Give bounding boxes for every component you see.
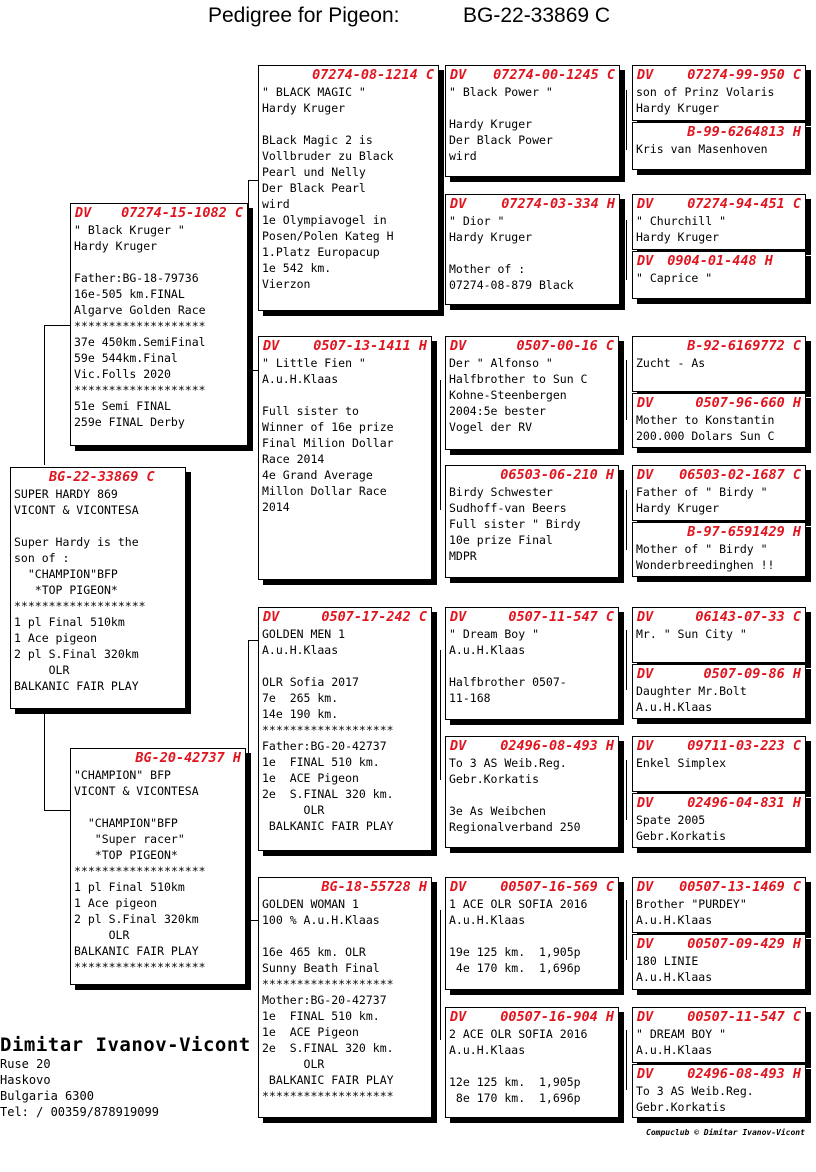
pigeon-card-g6[interactable] xyxy=(632,393,806,448)
pigeon-card-mother[interactable] xyxy=(70,748,246,985)
owner-name: Dimitar Ivanov-Vicont xyxy=(0,1034,251,1056)
pigeon-card-fmm[interactable] xyxy=(445,465,619,578)
connector-line xyxy=(248,180,249,370)
dv-label: DV xyxy=(637,395,654,411)
ring-number: 00507-09-429 H xyxy=(687,936,801,952)
connector-line xyxy=(440,115,441,245)
dv-label: DV xyxy=(637,253,654,269)
owner-phone: Tel: / 00359/878919099 xyxy=(0,1105,159,1119)
connector-line xyxy=(626,360,627,420)
pigeon-card-father[interactable] xyxy=(70,203,248,446)
ring-number: 09711-03-223 C xyxy=(687,738,801,754)
pigeon-info: Brother "PURDEY" A.u.H.Klaas xyxy=(636,897,747,927)
ring-number: 00507-16-569 C xyxy=(500,879,614,895)
pigeon-card-g12[interactable] xyxy=(632,793,806,848)
dv-label: DV xyxy=(637,1066,654,1082)
pigeon-info: Daughter Mr.Bolt A.u.H.Klaas xyxy=(636,684,747,714)
pigeon-info: 1 ACE OLR SOFIA 2016 A.u.H.Klaas 19e 125 km. 1,905p 4e 170 km. 1,696p xyxy=(449,897,588,975)
ring-number: 00507-11-547 C xyxy=(687,1009,801,1025)
ring-number: BG-22-33869 C xyxy=(49,469,155,485)
connector-line xyxy=(626,490,627,550)
pigeon-info: SUPER HARDY 869 VICONT & VICONTESA Super Hardy is the son of : "CHAMPION"BFP *TOP PIGEON* ******************* 1 pl Final 510km 1 Ace pigeon 2 pl S.Final 320km OLR BALKANIC FAIR PLAY xyxy=(14,487,146,693)
connector-line xyxy=(440,910,441,1040)
pigeon-info: Zucht - As xyxy=(636,356,706,370)
title-label: Pedigree for Pigeon: xyxy=(208,4,400,27)
ring-number: 0507-13-1411 H xyxy=(313,338,427,354)
pigeon-card-g13[interactable] xyxy=(632,877,806,933)
connector-line xyxy=(626,90,627,150)
dv-label: DV xyxy=(637,196,654,212)
pigeon-info: To 3 AS Weib.Reg. Gebr.Korkatis 3e As Weibchen Regionalverband 250 xyxy=(449,756,581,834)
connector-line xyxy=(44,325,72,326)
dv-label: DV xyxy=(637,666,654,682)
pigeon-card-mmm[interactable] xyxy=(445,1007,619,1118)
owner-info xyxy=(0,1034,251,1120)
owner-street: Ruse 20 xyxy=(0,1057,51,1071)
dv-label: DV xyxy=(637,738,654,754)
software-credit: Compuclub © Dimitar Ivanov-Vicont xyxy=(646,1128,805,1137)
pigeon-info: Mr. " Sun City " xyxy=(636,627,747,641)
pigeon-card-g7[interactable] xyxy=(632,465,806,521)
dv-label: DV xyxy=(450,738,467,754)
dv-label: DV xyxy=(450,1009,467,1025)
ring-number: 02496-04-831 H xyxy=(687,795,801,811)
pigeon-card-g4[interactable] xyxy=(632,251,806,299)
pigeon-info: Enkel Simplex xyxy=(636,756,727,770)
connector-line xyxy=(248,640,249,920)
title-ring: BG-22-33869 C xyxy=(463,4,611,27)
pigeon-card-g3[interactable] xyxy=(632,194,806,250)
dv-label: DV xyxy=(263,338,280,354)
connector-line xyxy=(626,760,627,820)
ring-number: 06143-07-33 C xyxy=(695,609,801,625)
ring-number: 07274-03-334 H xyxy=(501,196,615,212)
pigeon-info: GOLDEN MEN 1 A.u.H.Klaas OLR Sofia 2017 7e 265 km. 14e 190 km. ******************* Father:BG-20-42737 1e FINAL 510 km. 1e ACE Pigeon 2e S.FINAL 320 km. OLR BALKANIC FAIR PLAY xyxy=(262,627,394,833)
dv-label: DV xyxy=(450,67,467,83)
pigeon-info: " Dior " Hardy Kruger Mother of : 07274-08-879 Black xyxy=(449,214,574,292)
pigeon-card-g8[interactable] xyxy=(632,522,806,577)
pigeon-card-mff[interactable] xyxy=(445,607,619,720)
ring-number: 0904-01-448 H xyxy=(667,253,773,269)
pigeon-card-mmf[interactable] xyxy=(445,877,619,990)
dv-label: DV xyxy=(637,879,654,895)
pigeon-card-g10[interactable] xyxy=(632,664,806,719)
dv-label: DV xyxy=(637,609,654,625)
pigeon-info: " Black Kruger " Hardy Kruger Father:BG-18-79736 16e-505 km.FINAL Algarve Golden Race ******************* 37e 450km.SemiFinal 59e 544km.Final Vic.Folls 2020 ******************* 51e Semi FINAL 259e FINAL Derby xyxy=(74,223,206,429)
ring-number: 02496-08-493 H xyxy=(500,738,614,754)
pigeon-card-g2[interactable] xyxy=(632,122,806,170)
ring-number: 06503-06-210 H xyxy=(500,467,614,483)
pigeon-card-g9[interactable] xyxy=(632,607,806,663)
owner-city: Haskovo xyxy=(0,1073,51,1087)
pigeon-info: GOLDEN WOMAN 1 100 % A.u.H.Klaas 16e 465 km. OLR Sunny Beath Final ******************* Mother:BG-20-42737 1e FINAL 510 km. 1e ACE Pigeon 2e S.FINAL 320 km. OLR BALKANIC FAIR PLAY ******************* xyxy=(262,897,394,1103)
ring-number: 0507-11-547 C xyxy=(508,609,614,625)
pigeon-card-g15[interactable] xyxy=(632,1007,806,1063)
ring-number: BG-18-55728 H xyxy=(321,879,427,895)
dv-label: DV xyxy=(450,609,467,625)
pigeon-card-g14[interactable] xyxy=(632,934,806,990)
ring-number: B-97-6591429 H xyxy=(687,524,801,540)
dv-label: DV xyxy=(637,67,654,83)
pigeon-info: " Dream Boy " A.u.H.Klaas Halfbrother 0507- 11-168 xyxy=(449,627,567,705)
dv-label: DV xyxy=(450,338,467,354)
pigeon-card-ff[interactable] xyxy=(258,65,439,311)
ring-number: 02496-08-493 H xyxy=(687,1066,801,1082)
dv-label: DV xyxy=(637,936,654,952)
pigeon-info: Mother of " Birdy " Wonderbreedinghen !! xyxy=(636,542,775,572)
dv-label: DV xyxy=(75,205,92,221)
connector-line xyxy=(626,900,627,960)
pigeon-info: 2 ACE OLR SOFIA 2016 A.u.H.Klaas 12e 125 km. 1,905p 8e 170 km. 1,696p xyxy=(449,1027,588,1105)
pigeon-info: Spate 2005 Gebr.Korkatis xyxy=(636,813,727,843)
ring-number: 0507-09-86 H xyxy=(703,666,801,682)
pigeon-info: "CHAMPION" BFP VICONT & VICONTESA "CHAMPION"BFP "Super racer" *TOP PIGEON* ******************* 1 pl Final 510km 1 Ace pigeon 2 pl S.Final 320km OLR BALKANIC FAIR PLAY ******************* xyxy=(74,768,206,974)
ring-number: 00507-13-1469 C xyxy=(679,879,801,895)
pigeon-info: Der " Alfonso " Halfbrother to Sun C Kohne-Steenbergen 2004:5e bester Vogel der RV xyxy=(449,356,588,434)
pigeon-info: To 3 AS Weib.Reg. Gebr.Korkatis xyxy=(636,1084,754,1114)
pigeon-card-mfm[interactable] xyxy=(445,736,619,848)
pigeon-card-g1[interactable] xyxy=(632,65,806,121)
dv-label: DV xyxy=(450,879,467,895)
ring-number: 06503-02-1687 C xyxy=(679,467,801,483)
pigeon-info: Father of " Birdy " Hardy Kruger xyxy=(636,485,768,515)
ring-number: 00507-16-904 H xyxy=(500,1009,614,1025)
pigeon-info: Mother to Konstantin 200.000 Dolars Sun C xyxy=(636,413,775,443)
pigeon-card-g11[interactable] xyxy=(632,736,806,792)
pigeon-info: " Caprice " xyxy=(636,271,713,285)
connector-line xyxy=(44,325,45,465)
pigeon-card-mm[interactable] xyxy=(258,877,432,1118)
pigeon-info: " Black Power " Hardy Kruger Der Black Power wird xyxy=(449,85,553,163)
ring-number: 0507-00-16 C xyxy=(516,338,614,354)
connector-line xyxy=(248,920,258,921)
connector-line xyxy=(440,380,441,510)
ring-number: 07274-15-1082 C xyxy=(121,205,243,221)
pigeon-info: " Little Fien " A.u.H.Klaas Full sister to Winner of 16e prize Final Milion Dollar Race 2014 4e Grand Average Millon Dollar Race 2014 xyxy=(262,356,394,514)
connector-line xyxy=(44,710,45,810)
dv-label: DV xyxy=(263,609,280,625)
connector-line xyxy=(626,630,627,690)
pigeon-info: " DREAM BOY " A.u.H.Klaas xyxy=(636,1027,727,1057)
pigeon-info: 180 LINIE A.u.H.Klaas xyxy=(636,954,713,984)
connector-line xyxy=(440,650,441,780)
connector-line xyxy=(248,640,258,641)
dv-label: DV xyxy=(637,467,654,483)
connector-line xyxy=(626,220,627,280)
pigeon-info: son of Prinz Volaris Hardy Kruger xyxy=(636,85,775,115)
pigeon-card-g5[interactable] xyxy=(632,336,806,392)
pigeon-info: " BLACK MAGIC " Hardy Kruger BLack Magic 2 is Vollbruder zu Black Pearl und Nelly Der Black Pearl wird 1e Olympiavogel in Posen/Polen Kateg H 1.Platz Europacup 1e 542 km. Vierzon xyxy=(262,85,394,291)
connector-line xyxy=(248,180,258,181)
ring-number: B-92-6169772 C xyxy=(687,338,801,354)
ring-number: B-99-6264813 H xyxy=(687,124,801,140)
ring-number: 0507-17-242 C xyxy=(321,609,427,625)
ring-number: 0507-96-660 H xyxy=(695,395,801,411)
pigeon-info: Kris van Masenhoven xyxy=(636,142,768,156)
connector-line xyxy=(44,810,70,811)
ring-number: BG-20-42737 H xyxy=(135,750,241,766)
ring-number: 07274-08-1214 C xyxy=(312,67,434,83)
connector-line xyxy=(248,370,258,371)
ring-number: 07274-99-950 C xyxy=(687,67,801,83)
pigeon-card-fmf[interactable] xyxy=(445,336,619,450)
pigeon-card-g16[interactable] xyxy=(632,1064,806,1118)
dv-label: DV xyxy=(450,196,467,212)
pigeon-info: Birdy Schwester Sudhoff-van Beers Full sister " Birdy 10e prize Final MDPR xyxy=(449,485,581,563)
connector-line xyxy=(626,1030,627,1090)
owner-country: Bulgaria 6300 xyxy=(0,1089,94,1103)
dv-label: DV xyxy=(637,1009,654,1025)
pigeon-card-subject[interactable] xyxy=(10,467,186,709)
ring-number: 07274-94-451 C xyxy=(687,196,801,212)
pigeon-card-fff[interactable] xyxy=(445,65,620,177)
ring-number: 07274-00-1245 C xyxy=(493,67,615,83)
pigeon-card-fm[interactable] xyxy=(258,336,432,580)
pigeon-card-mf[interactable] xyxy=(258,607,432,851)
dv-label: DV xyxy=(637,795,654,811)
pigeon-info: " Churchill " Hardy Kruger xyxy=(636,214,727,244)
pigeon-card-ffm[interactable] xyxy=(445,194,620,305)
